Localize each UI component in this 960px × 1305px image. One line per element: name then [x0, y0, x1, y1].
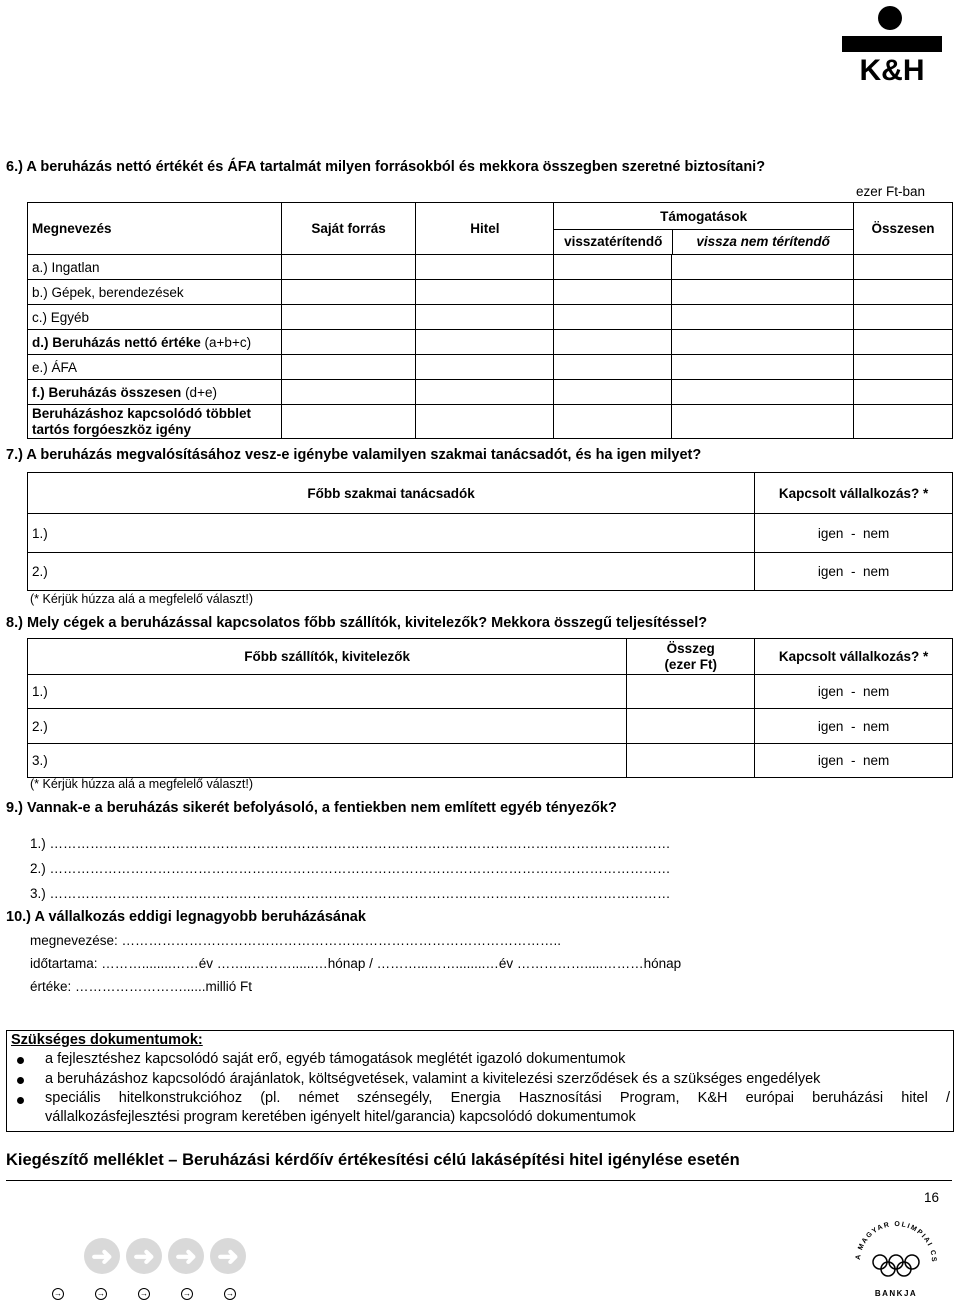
q8-col-related: Kapcsolt vállalkozás? * [755, 639, 953, 675]
q7-choice-2[interactable]: igen - nem [755, 553, 953, 591]
q8-row-1[interactable]: 1.) [28, 675, 627, 709]
q10-name-line[interactable]: megnevezése: …………………………………………………………………………………….. [30, 933, 562, 948]
q7-title: 7.) A beruházás megvalósításához vesz-e igénybe valamilyen szakmai tanácsadót, és ha igen milyet? [6, 447, 702, 463]
small-arrow-icon: → [54, 1289, 62, 1298]
cell-input[interactable] [416, 330, 554, 355]
cell-input[interactable] [672, 280, 854, 305]
cell-input[interactable] [281, 380, 416, 405]
small-arrow-icon: → [140, 1289, 148, 1298]
header-visszaterito: visszatérítendő [554, 230, 673, 254]
olympic-team-bank-seal [850, 1210, 942, 1300]
row-forgoeszkoz: Beruházáshoz kapcsolódó többlet tartós forgóeszköz igény [28, 405, 282, 439]
cell-input[interactable] [416, 280, 554, 305]
row-egyeb: c.) Egyéb [28, 305, 282, 330]
kh-logo [838, 4, 946, 84]
document-item-3-cont: vállalkozásfejlesztési program keretében igényelt hitel/garancia) kapcsolódó dokumentumok [45, 1109, 636, 1125]
documents-box [6, 1030, 954, 1132]
cell-input[interactable] [281, 280, 416, 305]
cell-input[interactable] [854, 405, 953, 439]
cell-input[interactable] [672, 305, 854, 330]
header-tamogatasok [554, 203, 854, 255]
header-osszesen: Összesen [854, 203, 953, 255]
header-nemterito: vissza nem térítendő [696, 233, 830, 249]
q8-note: (* Kérjük húzza alá a megfelelő választ!) [30, 777, 254, 791]
cell-input[interactable] [281, 330, 416, 355]
cell-input[interactable] [672, 380, 854, 405]
cell-input[interactable] [416, 380, 554, 405]
q8-choice-2[interactable]: igen - nem [755, 709, 953, 744]
q9-line-2[interactable]: 2.) ………………………………………………………………………………………………………………………… [30, 861, 671, 876]
document-item-2: a beruházáshoz kapcsolódó árajánlatok, költségvetések, valamint a kivitelezési szerződések és a szükséges engedélyek [45, 1071, 821, 1087]
q10-title: 10.) A vállalkozás eddigi legnagyobb beruházásának [6, 909, 366, 925]
q8-col-suppliers: Főbb szállítók, kivitelezők [28, 639, 627, 675]
cell-input[interactable] [854, 305, 953, 330]
cell-input[interactable] [554, 330, 672, 355]
cell-input[interactable] [854, 355, 953, 380]
q9-line-1[interactable]: 1.) ………………………………………………………………………………………………………………………… [30, 836, 671, 851]
header-sajat-forras: Saját forrás [281, 203, 416, 255]
cell-input[interactable] [554, 305, 672, 330]
cell-input[interactable] [416, 405, 554, 439]
footer-heading: Kiegészítő melléklet – Beruházási kérdőív értékesítési célú lakásépítési hitel igénylése esetén [6, 1151, 740, 1169]
bullet-icon [17, 1097, 24, 1104]
q10-value-line[interactable]: értéke: ……………………......millió Ft [30, 979, 253, 994]
cell-input[interactable] [554, 355, 672, 380]
logo-text: K&H [859, 54, 925, 84]
q8-amount-2[interactable] [627, 709, 755, 744]
cell-input[interactable] [281, 355, 416, 380]
small-arrow-icon: → [97, 1289, 105, 1298]
nav-arrow-icon[interactable]: ➜ [126, 1238, 162, 1274]
small-arrow-icon: → [183, 1289, 191, 1298]
footer-divider [6, 1180, 952, 1181]
q7-row-2[interactable]: 2.) [28, 553, 755, 591]
cell-input[interactable] [281, 405, 416, 439]
document-item-3: speciális hitelkonstrukcióhoz (pl. német szénsegély, Energia Hasznosítási Program, K&H európai beruházási hitel / [45, 1090, 950, 1106]
cell-input[interactable] [554, 405, 672, 439]
q9-line-3[interactable]: 3.) ………………………………………………………………………………………………………………………… [30, 886, 671, 901]
page-number: 16 [924, 1190, 940, 1205]
q8-table [27, 638, 953, 778]
row-afa: e.) ÁFA [28, 355, 282, 380]
q8-choice-1[interactable]: igen - nem [755, 675, 953, 709]
row-ingatlan: a.) Ingatlan [28, 255, 282, 280]
q10-duration-line[interactable]: időtartama: ………........……év ……..………......…hónap / ………...……........…év …………….....………hónap [30, 956, 682, 971]
cell-input[interactable] [854, 330, 953, 355]
cell-input[interactable] [416, 355, 554, 380]
document-item-1: a fejlesztéshez kapcsolódó saját erő, egyéb támogatások meglétét igazoló dokumentumok [45, 1051, 626, 1067]
header-hitel: Hitel [416, 203, 554, 255]
cell-input[interactable] [672, 330, 854, 355]
header-megnevezes: Megnevezés [28, 203, 282, 255]
q7-choice-1[interactable]: igen - nem [755, 514, 953, 553]
olympic-seal-sub: BANKJA [874, 1289, 918, 1298]
q8-col-amount: Összeg (ezer Ft) [627, 639, 755, 675]
documents-title: Szükséges dokumentumok: [11, 1032, 203, 1048]
q8-title: 8.) Mely cégek a beruházással kapcsolatos főbb szállítók, kivitelezők? Mekkora összegű teljesítéssel? [6, 615, 708, 631]
cell-input[interactable] [416, 255, 554, 280]
q7-col-related: Kapcsolt vállalkozás? * [755, 473, 953, 514]
header-tamogatasok-label: Támogatások [660, 208, 748, 224]
olympic-seal-text: A MAGYAR OLIMPIAI CS [854, 1220, 938, 1264]
nav-arrow-icon[interactable]: ➜ [210, 1238, 246, 1274]
cell-input[interactable] [672, 255, 854, 280]
q8-choice-3[interactable]: igen - nem [755, 744, 953, 778]
q6-table [27, 202, 953, 439]
row-netto: d.) Beruházás nettó értéke (a+b+c) [28, 330, 282, 355]
row-osszesen: f.) Beruházás összesen (d+e) [28, 380, 282, 405]
kh-logo-icon [838, 4, 946, 84]
cell-input[interactable] [854, 255, 953, 280]
nav-arrow-icon[interactable]: ➜ [168, 1238, 204, 1274]
bullet-icon [17, 1057, 24, 1064]
cell-input[interactable] [854, 380, 953, 405]
cell-input[interactable] [554, 255, 672, 280]
cell-input[interactable] [554, 280, 672, 305]
row-gepek: b.) Gépek, berendezések [28, 280, 282, 305]
olympic-rings-icon [850, 1210, 942, 1300]
q7-note: (* Kérjük húzza alá a megfelelő választ!) [30, 592, 254, 606]
cell-input[interactable] [281, 255, 416, 280]
q8-amount-1[interactable] [627, 675, 755, 709]
cell-input[interactable] [416, 305, 554, 330]
cell-input[interactable] [854, 280, 953, 305]
q6-unit: ezer Ft-ban [856, 184, 926, 199]
q8-row-3[interactable]: 3.) [28, 744, 627, 778]
q7-row-1[interactable]: 1.) [28, 514, 755, 553]
nav-arrow-icon[interactable]: ➜ [84, 1238, 120, 1274]
cell-input[interactable] [672, 355, 854, 380]
q8-row-2[interactable]: 2.) [28, 709, 627, 744]
q6-title: 6.) A beruházás nettó értékét és ÁFA tartalmát milyen forrásokból és mekkora összegben szeretné biztosítani? [6, 159, 766, 175]
q7-table [27, 472, 953, 591]
small-arrow-icon: → [226, 1289, 234, 1298]
q7-col-advisors: Főbb szakmai tanácsadók [28, 473, 755, 514]
bullet-icon [17, 1077, 24, 1084]
q9-title: 9.) Vannak-e a beruházás sikerét befolyásoló, a fentiekben nem említett egyéb tényezők? [6, 800, 617, 816]
cell-input[interactable] [554, 380, 672, 405]
cell-input[interactable] [672, 405, 854, 439]
q8-amount-3[interactable] [627, 744, 755, 778]
cell-input[interactable] [281, 305, 416, 330]
